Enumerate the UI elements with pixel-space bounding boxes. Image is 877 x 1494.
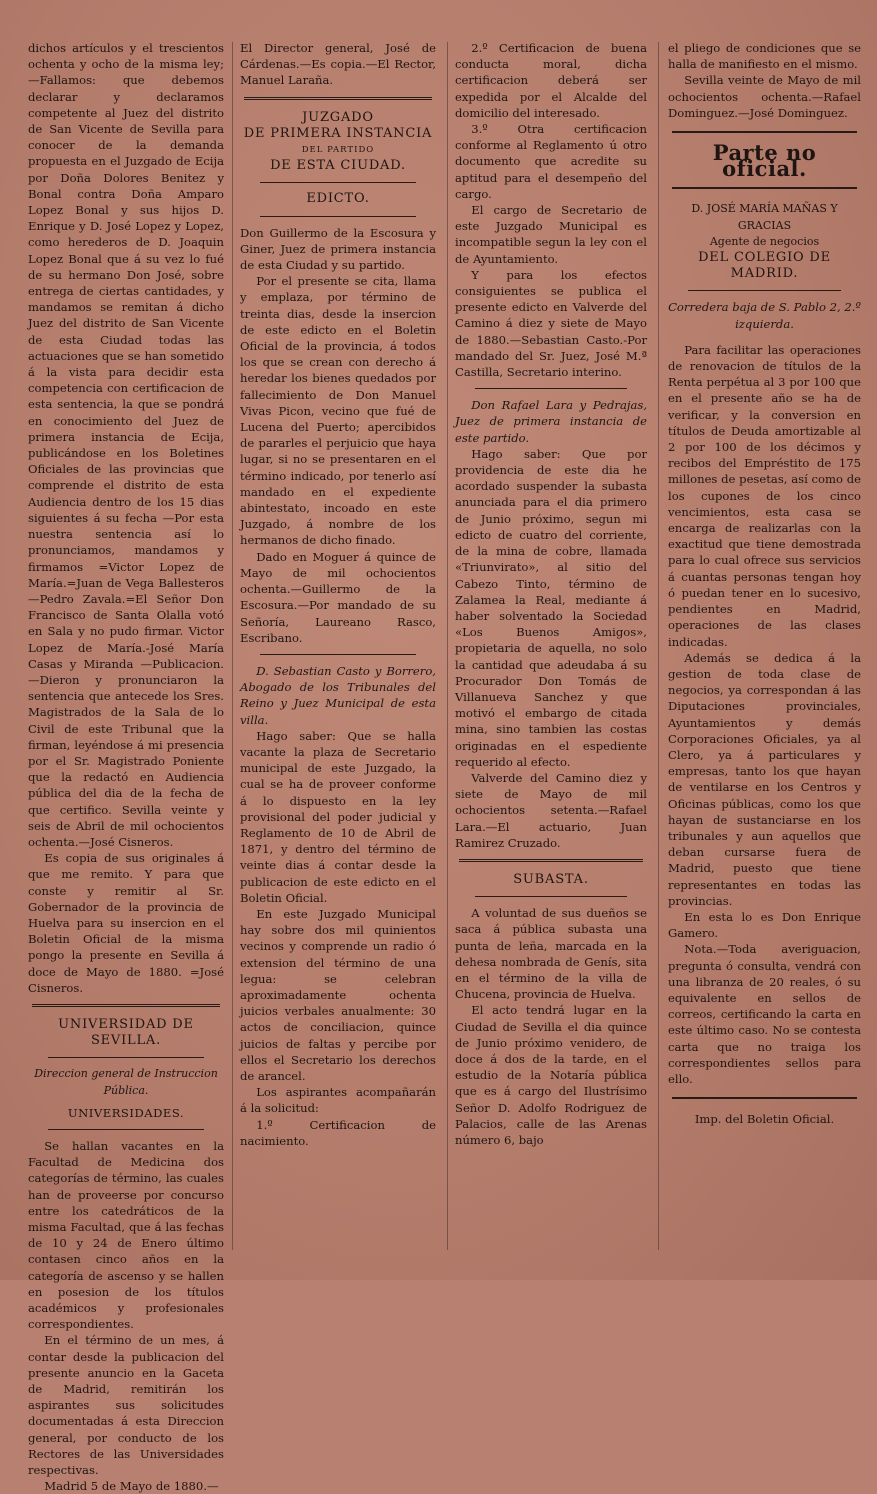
edict-summons: Por el presente se cita, llama y emplaza, por término de treinta dias, desde la insercion de este edicto en el Boletin Oficial de la provincia, á todos los que se crean con derecho á heredar los bienes quedados por fallecimiento de Don Manuel Vivas Picon, vecino que fué de Lucena del Puerto; apercibidos de pararles el perjuicio que haya lugar, si no se presentaren en el término indicado, por tenerlo así mandado en el expediente abintestato, incoado en este Juzgado, á nombre de los hermanos de dicho finado. [240,274,436,548]
auction-details: El acto tendrá lugar en la Ciudad de Sevilla el dia quince de Junio próximo venidero, de doce á dos de la tarde, en el estudio de la Notaría pública que es á cargo del Ilustrísimo Señor D. Adolfo Rodriguez de Palacios, calle de las Arenas número 6, bajo [455,1003,647,1147]
archive-watermark [467,1178,797,1258]
agent-address: Corredera baja de S. Pablo 2, 2.º izquierda. [668,300,861,331]
requirement-2: 2.º Certificacion de buena conducta moral, dicha certificacion deberá ser expedida por el Alcalde del domicilio del interesado. [455,41,647,120]
judge-intro: Don Guillermo de la Escosura y Giner, Juez de primera instancia de esta Ciudad y su partido. [240,225,436,273]
department-title: Direccion general de Instruccion Pública. [34,1067,218,1097]
column-3 [455,40,647,1250]
secretary-vacancy: Hago saber: Que se halla vacante la plaza de Secretario municipal de este Juzgado, la cual se ha de proveer conforme á lo dispuesto en la ley provisional del poder judicial y Reglamento de 10 de Abril de 1871, y dentro del término de veinte dias á contar desde la publicacion de este edicto en el Boletin Oficial. [240,728,436,905]
requirement-1: 1.º Certificacion de nacimiento. [240,1117,436,1148]
vacancy-notice: Se hallan vacantes en la Facultad de Medicina dos categorías de término, las cuales han de proveerse por concurso entre los catedráticos de la misma Facultad, que á las fechas de 10 y 24 de Enero último contasen cinco años en la categoría de ascenso y se hallen en posesion de los títulos académicos y profesionales correspondientes. [28,1139,224,1332]
printer-imprint: Imp. del Boletin Oficial. [694,1112,835,1127]
section-divider [672,1097,857,1099]
court-heading: JUZGADO [302,109,374,125]
section-divider [672,187,857,189]
section-divider [672,131,857,133]
auction-notice: A voluntad de sus dueños se saca á pública subasta una punta de leña, marcada en la dehesa nombrada de Genís, sita en el término de la villa de Chucena, provincia de Huelva. [455,906,647,1002]
auction-conditions: el pliego de condiciones que se halla de manifiesto en el mismo. [668,41,861,72]
column-4 [668,40,861,1250]
ornament-divider [475,896,627,897]
auction-heading: SUBASTA. [513,871,589,887]
section-divider [475,388,627,389]
business-services: Además se dedica á la gestion de toda clase de negocios, ya correspondan á las Diputaciones provinciales, Ayuntamientos y demás Corporaciones Oficiales, ya al Clero, ya á particulares y empresas, tanto los que hayan de ventilarse en los Centros y Oficinas públicas, como los que hayan de sustanciarse en los tribunales y aun aquellos que deban cursarse fuera de Madrid, puesto que tiene representantes en todas las provincias. [668,650,861,908]
auction-suspension: Hago saber: Que por providencia de este dia he acordado suspender la subasta anunciada para el dia primero de Junio próximo, segun mi edicto de cuatro del corriente, de la mina de cobre, llamada «Triunvirato», al sitio del Cabezo Tinto, término de Zalamea la Real, mediante á haber solventado la Sociedad «Los Buenos Amigos», propietaria de aquella, no solo la cantidad que adeudaba á su Procurador Don Tomás de Villanueva Sanchez y que motivó el embargo de citada mina, sino tambien las costas originadas en el espediente requerido al efecto. [455,446,647,769]
director-signature: El Director general, José de Cárdenas.—Es copia.—El Rector, Manuel Laraña. [240,41,436,88]
court-heading-line2: DE PRIMERA INSTANCIA [243,125,433,141]
incompatibility-note: El cargo de Secretario de este Juzgado Municipal es incompatible segun la ley con el de Ayuntamiento. [455,203,647,266]
universities-subheading: UNIVERSIDADES. [67,1105,185,1120]
auction-signature: Sevilla veinte de Mayo de mil ochocientos ochenta.—Rafael Dominguez.—José Dominguez. [668,73,861,120]
court-heading-line3: DEL PARTIDO [301,145,375,156]
requirements-intro: Los aspirantes acompañarán á la solicitud: [240,1085,436,1116]
ornament-divider [48,1057,204,1058]
judge-lara-intro: Don Rafael Lara y Pedrajas, Juez de primera instancia de este partido. [455,398,647,445]
renta-services: Para facilitar las operaciones de renovacion de títulos de la Renta perpétua al 3 por 100 que en el presente año se ha de verificar, y la conversion en títulos de Deuda amortizable al 2 por 100 de los décimos y recibos del Empréstito de 175 millones de pesetas, así como de los cupones de los cinco vencimientos, esta casa se encarga de realizarlas con la exactitud que tiene demostrada para lo cual ofrece sus servicios á cuantas personas tengan hoy ó puedan tener en lo sucesivo, pendientes en Madrid, operaciones de las clases indicadas. [668,342,861,649]
column-rule [658,42,659,1250]
court-heading-line4: DE ESTA CIUDAD. [270,158,406,174]
section-divider [459,859,643,862]
unofficial-section-title: Parte no oficial. [712,140,817,182]
ornament-divider [688,290,841,291]
agent-role: Agente de negocios [709,234,820,248]
local-agent: En esta lo es Don Enrique Gamero. [668,909,861,941]
court-details: En este Juzgado Municipal hay sobre dos mil quinientos vecinos y comprende un radio ó extension del término de una legua: se celebran aproximadamente ochenta juicios verbales anualmente: 30 actos de conciliacion, quince juicios de faltas y percibe por ellos el Secretario los derechos de arancel. [240,906,436,1083]
notice-date: Madrid 5 de Mayo de 1880.— [44,1479,219,1494]
court-ruling-text: dichos artículos y el trescientos ochenta y ocho de la misma ley; —Fallamos: que debemos declarar y declaramos competente al Juez del distrito de San Vicente de Sevilla para conocer de la demanda propuesta en el Juzgado de Ecija por Doña Dolores Benitez y Bonal contra Doña Amparo Lopez Bonal y sus hijos D. Enrique y D. José Lopez y Lopez, como herederos de D. Joaquin Lopez Bonal que á su vez lo fué de su hermano Don José, sobre entrega de ciertas cantidades, y mandamos se remitan á dicho Juez del distrito de San Vicente de esta Ciudad todas las actuaciones que se han sometido á la vista para decidir esta competencia con certificacion de esta sentencia, la que se pondrá en conocimiento del Juez de primera instancia de Ecija, publicándose en los Boletines Oficiales de las provincias que comprende el distrito de esta Audiencia dentro de los 15 dias siguientes á su fecha —Por esta nuestra sentencia así lo pronunciamos, mandamos y firmamos =Victor Lopez de María.=Juan de Vega Ballesteros —Pedro Zavala.=El Señor Don Francisco de Santa Olalla votó en Sala y no pudo firmar. Victor Lopez de María.-José María Casas y Miranda —Publicacion. —Dieron y pronunciaron la sentencia que antecede los Sres. Magistrados de la Sala de lo Civil de este Tribunal que la firman, leyéndose á mi presencia por el Sr. Magistrado Poniente que la redactó en Audiencia pública del dia de la fecha de que certifico. Sevilla veinte y seis de Abril de mil ochocientos ochenta.—José Cisneros. [28,41,224,849]
column-rule [447,42,448,1250]
ornament-divider [48,1129,204,1130]
university-heading: UNIVERSIDAD DE SEVILLA. [58,1016,194,1049]
column-1 [28,40,224,1494]
edict-publication: Y para los efectos consiguientes se publica el presente edicto en Valverde del Camino á diez y siete de Mayo de 1880.—Sebastian Casto.-Por mandado del Sr. Juez, José M.ª Castilla, Secretario interino. [455,267,647,380]
agent-name: D. JOSÉ MARÍA MAÑAS Y GRACIAS [691,202,838,232]
municipal-judge-intro: D. Sebastian Casto y Borrero, Abogado de los Tribunales del Reino y Juez Municipal de esta villa. [240,663,436,727]
suspension-signature: Valverde del Camino diez y siete de Mayo de mil ochocientos setenta.—Rafael Lara.—El actuario, Juan Ramirez Cruzado. [455,770,647,850]
edict-signature: Dado en Moguer á quince de Mayo de mil ochocientos ochenta.—Guillermo de la Escosura.—Por mandado de su Señoría, Laureano Rasco, Escribano. [240,549,436,645]
inquiry-note: Nota.—Toda averiguacion, pregunta ó consulta, vendrá con una libranza de 20 reales, ó su equivalente en sellos de correos, certificando la carta en este último caso. No se contesta carta que no traiga los correspondientes sellos para ello. [668,942,861,1086]
edict-title: EDICTO. [306,191,370,207]
agent-organization: DEL COLEGIO DE MADRID. [698,250,831,282]
ornament-divider [260,182,416,183]
application-instructions: En el término de un mes, á contar desde la publicacion del presente anuncio en la Gaceta de Madrid, remitirán los aspirantes sus solicitudes documentadas á esta Direccion general, por conducto de los Rectores de las Universidades respectivas. [28,1333,224,1478]
copy-certification: Es copia de sus originales á que me remito. Y para que conste y remitir al Sr. Gobernador de la provincia de Huelva para su insercion en el Boletin Oficial de la misma pongo la presente en Sevilla á doce de Mayo de 1880. =José Cisneros. [28,851,224,995]
requirement-3: 3.º Otra certificacion conforme al Reglamento ú otro documento que acredite su aptitud para el desempeño del cargo. [455,122,647,201]
column-rule [232,42,233,1250]
section-divider [32,1004,220,1007]
ornament-divider [260,216,416,217]
section-divider [260,654,416,655]
section-divider [244,97,432,100]
column-2 [240,40,436,1250]
